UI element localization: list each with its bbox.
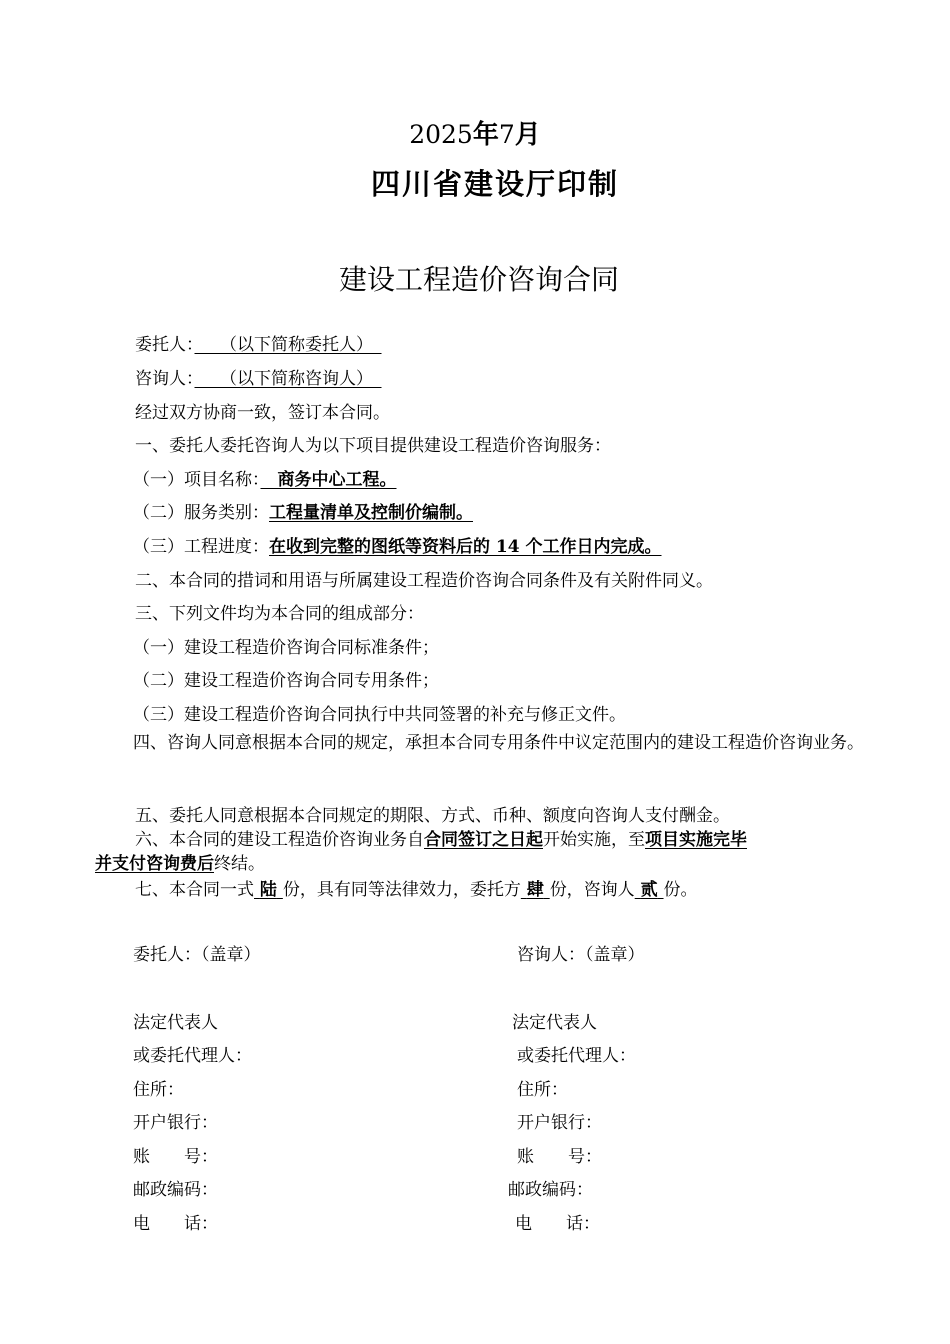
clause-6-text-a: 六、本合同的建设工程造价咨询业务自 — [135, 830, 424, 850]
client-bank: 开户银行： — [133, 1113, 218, 1133]
document-title: 建设工程造价咨询合同 — [338, 263, 619, 296]
clause-6-text-b: 开始实施，至 — [543, 830, 645, 850]
clause-2: 二、本合同的措词和用语与所属建设工程造价咨询合同条件及有关附件同义。 — [135, 571, 713, 591]
date-year-char: 年 — [472, 120, 499, 150]
clause-5: 五、委托人同意根据本合同规定的期限、方式、币种、额度向咨询人支付酬金。 — [135, 806, 730, 826]
intro-clause: 经过双方协商一致，签订本合同。 — [135, 403, 390, 423]
service-type: 工程量清单及控制价编制。 — [269, 503, 473, 523]
clause-1-1 — [133, 465, 397, 490]
client-line — [135, 330, 382, 355]
client-account: 账 号： — [133, 1147, 218, 1167]
clause-3-1: （一）建设工程造价咨询合同标准条件； — [133, 638, 439, 658]
client-agent: 或委托代理人： — [133, 1046, 252, 1066]
consultant-account: 账 号： — [517, 1147, 602, 1167]
clause-7-text-d: 份。 — [663, 880, 698, 900]
service-end-part-2: 并支付咨询费后 — [95, 854, 214, 874]
client-phone: 电 话： — [133, 1214, 218, 1234]
clause-1-2-label: （二）服务类别： — [133, 503, 269, 523]
consultant-phone: 电 话： — [515, 1214, 600, 1234]
client-address: 住所： — [133, 1080, 184, 1100]
clause-1-3 — [133, 532, 662, 557]
clause-1-1-label: （一）项目名称： — [133, 470, 261, 490]
consultant-label: 咨询人： — [135, 369, 195, 389]
clause-7 — [135, 875, 698, 900]
project-name: 商务中心工程。 — [260, 470, 397, 490]
clause-1-3-label: （三）工程进度： — [133, 537, 269, 557]
publisher: 四川省建设厅印制 — [370, 167, 619, 201]
consultant-agent: 或委托代理人： — [517, 1046, 636, 1066]
clause-6-text-c: 终结。 — [214, 854, 265, 874]
clause-6-line-2 — [95, 849, 265, 874]
clause-3: 三、下列文件均为本合同的组成部分： — [135, 604, 424, 624]
client-label: 委托人： — [135, 335, 195, 355]
service-end-part-1: 项目实施完毕 — [645, 830, 747, 850]
consultant-bank: 开户银行： — [517, 1113, 602, 1133]
clause-7-text-a: 七、本合同一式 — [135, 880, 254, 900]
consultant-rep: 法定代表人 — [512, 1013, 597, 1033]
consultant-value: （以下简称咨询人） — [194, 369, 382, 389]
clause-7-text-c: 份，咨询人 — [549, 880, 635, 900]
date-month: 7 — [498, 120, 515, 149]
clause-7-text-b: 份，具有同等法律效力，委托方 — [282, 880, 521, 900]
clause-3-2: （二）建设工程造价咨询合同专用条件； — [133, 671, 439, 691]
service-start: 合同签订之日起 — [424, 830, 543, 850]
consultant-line — [135, 364, 382, 389]
clause-1: 一、委托人委托咨询人为以下项目提供建设工程造价咨询服务： — [135, 436, 611, 456]
client-value: （以下简称委托人） — [194, 335, 382, 355]
date-year: 2025 — [409, 120, 473, 149]
issue-date — [0, 114, 950, 151]
client-seal-line: 委托人：（盖章） — [133, 945, 261, 965]
copies-client: 肆 — [526, 880, 544, 900]
client-postcode: 邮政编码： — [133, 1180, 218, 1200]
clause-1-2 — [133, 498, 473, 523]
date-month-char: 月 — [514, 120, 541, 150]
copies-consultant: 贰 — [640, 880, 658, 900]
clause-4: 四、咨询人同意根据本合同的规定，承担本合同专用条件中议定范围内的建设工程造价咨询业务。 — [133, 733, 864, 753]
project-schedule: 在收到完整的图纸等资料后的 14 个工作日内完成。 — [269, 537, 662, 557]
client-rep: 法定代表人 — [133, 1013, 218, 1033]
consultant-seal-line: 咨询人：（盖章） — [517, 945, 645, 965]
consultant-address: 住所： — [517, 1080, 568, 1100]
clause-6-line-1 — [135, 825, 747, 850]
copies-total: 陆 — [259, 880, 277, 900]
consultant-postcode: 邮政编码： — [508, 1180, 593, 1200]
clause-3-3: （三）建设工程造价咨询合同执行中共同签署的补充与修正文件。 — [133, 705, 626, 725]
